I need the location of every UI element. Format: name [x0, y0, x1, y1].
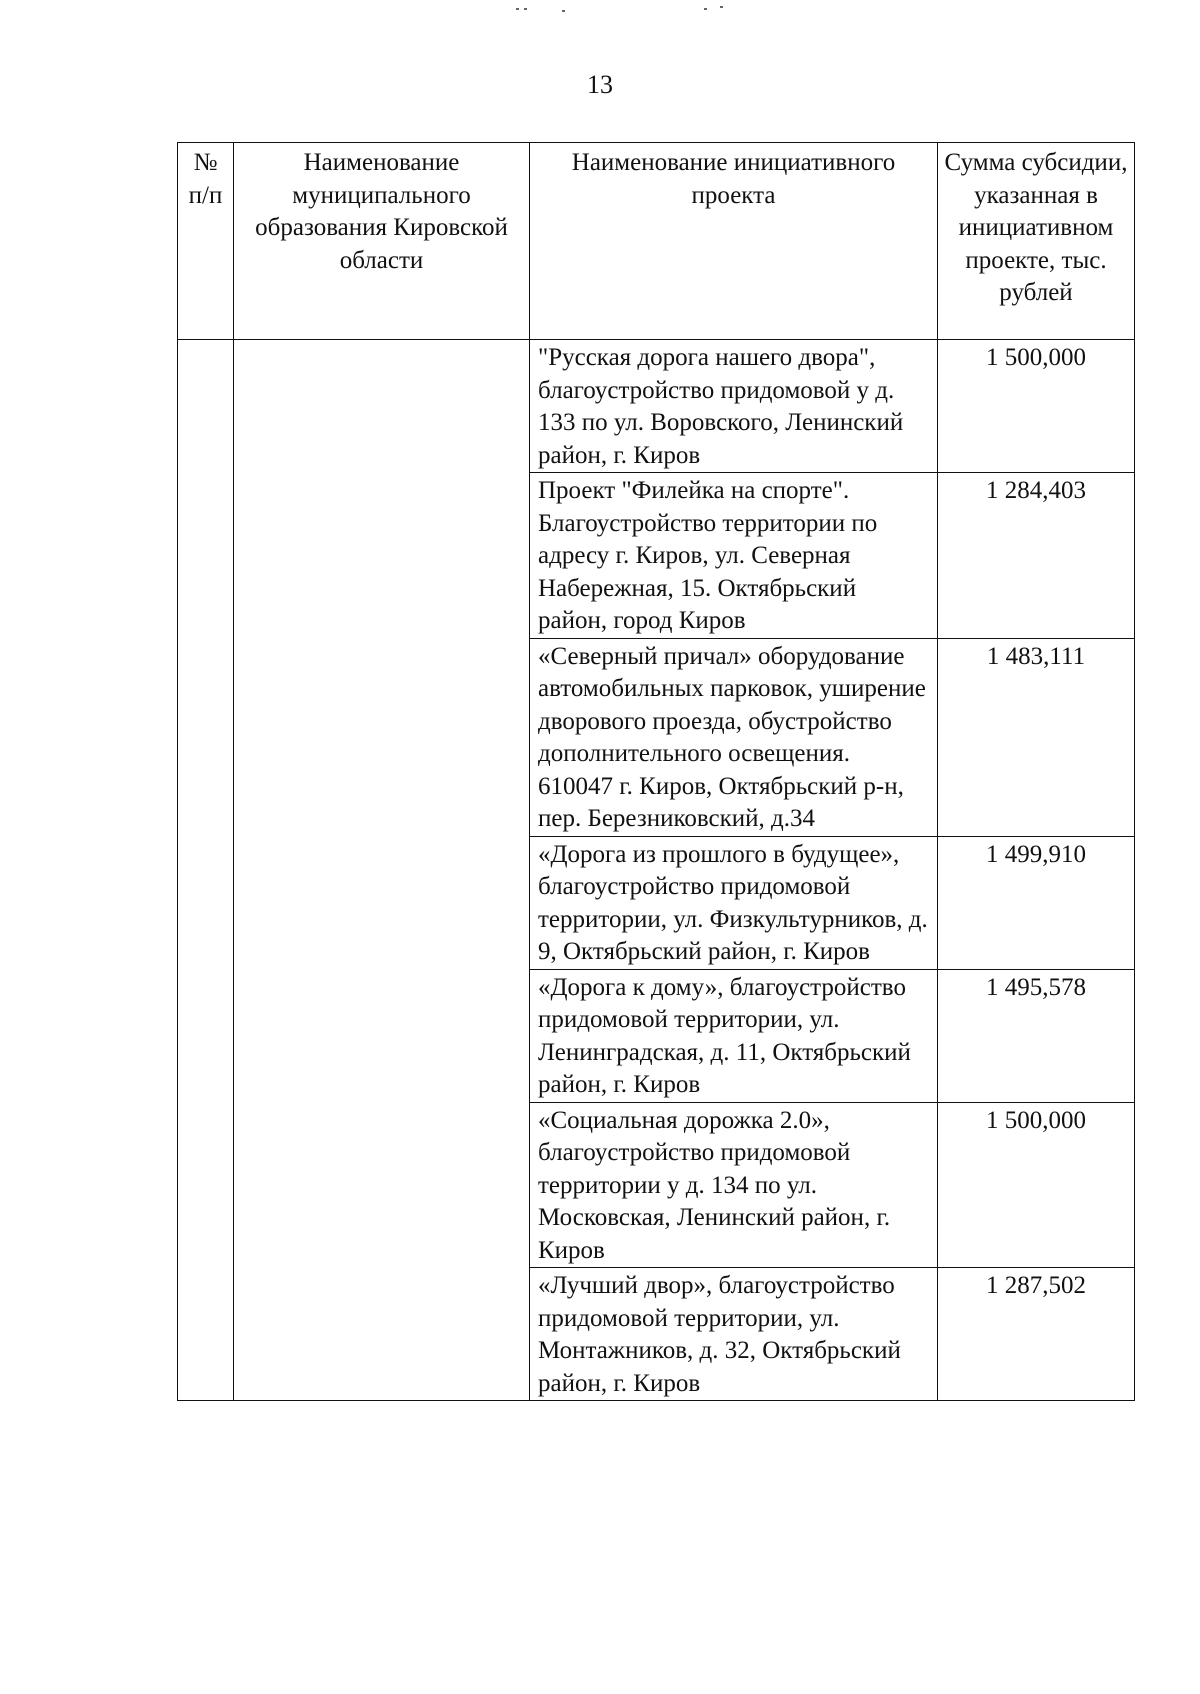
amount-cell: 1 483,111: [938, 638, 1135, 836]
scan-artifact: [516, 8, 519, 10]
amount-cell: 1 500,000: [938, 1102, 1135, 1268]
amount-cell: 1 284,403: [938, 473, 1135, 639]
header-municipality: Наименование муниципального образования Кировской области: [234, 143, 530, 340]
amount-cell: 1 500,000: [938, 340, 1135, 473]
scan-artifact: [524, 8, 527, 10]
amount-cell: 1 495,578: [938, 969, 1135, 1102]
amount-cell: 1 287,502: [938, 1268, 1135, 1401]
header-amount: Сумма субсидии, указанная в инициативном проекте, тыс. рублей: [938, 143, 1135, 340]
project-cell: «Социальная дорожка 2.0», благоустройство придомовой территории у д. 134 по ул. Московская, Ленинский район, г. Киров: [530, 1102, 938, 1268]
header-project: Наименование инициативного проекта: [530, 143, 938, 340]
project-cell: "Русская дорога нашего двора", благоустройство придомовой у д. 133 по ул. Воровского, Ленинский район, г. Киров: [530, 340, 938, 473]
municipality-cell: [234, 340, 530, 1401]
scan-artifact: [720, 6, 723, 8]
project-cell: «Дорога к дому», благоустройство придомовой территории, ул. Ленинградская, д. 11, Октябрьский район, г. Киров: [530, 969, 938, 1102]
project-cell: «Северный причал» оборудование автомобильных парковок, уширение дворового проезда, обустройство дополнительного освещения. 610047 г. Киров, Октябрьский р-н, пер. Березниковский, д.34: [530, 638, 938, 836]
scan-artifact: [562, 10, 565, 12]
project-cell: «Дорога из прошлого в будущее», благоустройство придомовой территории, ул. Физкультурников, д. 9, Октябрьский район, г. Киров: [530, 836, 938, 969]
amount-cell: 1 499,910: [938, 836, 1135, 969]
number-cell: [178, 340, 234, 1401]
table-row: [178, 340, 1135, 473]
scan-artifact: [704, 8, 707, 10]
header-number: № п/п: [178, 143, 234, 340]
project-cell: «Лучший двор», благоустройство придомовой территории, ул. Монтажников, д. 32, Октябрьский район, г. Киров: [530, 1268, 938, 1401]
subsidy-table: [177, 142, 1135, 1401]
page-number: 13: [587, 70, 613, 99]
project-cell: Проект "Филейка на спорте". Благоустройство территории по адресу г. Киров, ул. Северная Набережная, 15. Октябрьский район, город Киров: [530, 473, 938, 639]
table-header-row: [178, 143, 1135, 340]
